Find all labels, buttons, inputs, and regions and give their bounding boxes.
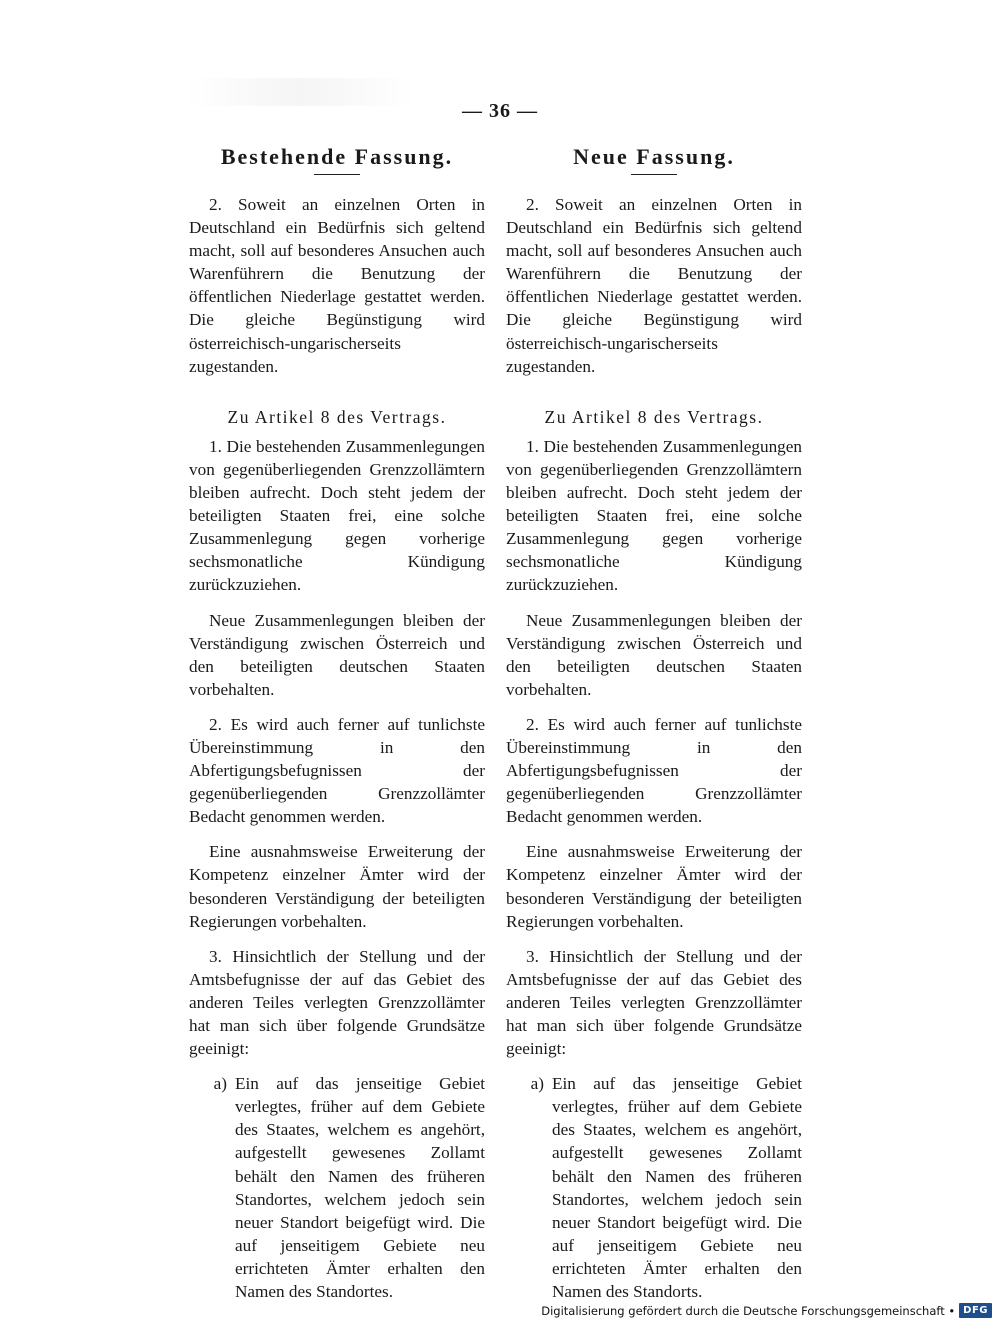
paragraph: Neue Zusammenlegungen bleiben der Verständigung zwischen Österreich und den beteiligten deutschen Staaten vorbehalten.	[189, 610, 485, 699]
paragraph: 2. Es wird auch ferner auf tunlichste Übereinstimmung in den Abfertigungsbefugnissen der gegenüberliegenden Grenzzollämter Bedacht genommen werden.	[189, 714, 485, 827]
list-item	[189, 1072, 485, 1303]
paragraph: 2. Es wird auch ferner auf tunlichste Übereinstimmung in den Abfertigungsbefugnissen der gegenüberliegenden Grenzzollämter Bedacht genommen werden.	[506, 714, 802, 827]
list-item-text: Ein auf das jenseitige Gebiet verlegtes, früher auf dem Gebiete des Staates, welchem es angehört, aufgestellt gewesenes Zollamt behält den Namen des früheren Standortes, welchem jedoch sein neuer Standort beigefügt wird. Die auf jenseitigem Gebiete neu errichteten Ämter erhalten den Namen des Standortes.	[235, 1074, 485, 1302]
paragraph: 2. Soweit an einzelnen Orten in Deutschland ein Bedürfnis sich geltend macht, soll auf besonderes Ansuchen auch Warenführern die Benutzung der öffentlichen Niederlage gestattet werden. Die gleiche Begünstigung wird österreichisch-ungarischerseits zugestanden.	[189, 195, 485, 376]
footer-text: Digitalisierung gefördert durch die Deutsche Forschungsgemeinschaft •	[541, 1303, 956, 1318]
article-heading: Zu Artikel 8 des Vertrags.	[227, 406, 447, 427]
paragraph: 1. Die bestehenden Zusammenlegungen von gegenüberliegenden Grenzzollämtern bleiben aufrecht. Doch steht jedem der beteiligten Staaten frei, eine solche Zusammenlegung gegen vorherige sechsmonatliche Kündigung zurückzuziehen.	[189, 436, 485, 595]
paragraph: Eine ausnahmsweise Erweiterung der Kompetenz einzelner Ämter wird der besonderen Verständigung der beteiligten Regierungen vorbehalten.	[189, 842, 485, 931]
paragraph: 1. Die bestehenden Zusammenlegungen von gegenüberliegenden Grenzzollämtern bleiben aufrecht. Doch steht jedem der beteiligten Staaten frei, eine solche Zusammenlegung gegen vorherige sechsmonatliche Kündigung zurückzuziehen.	[506, 436, 802, 595]
footer-attribution	[541, 1303, 992, 1318]
column-heading: Neue Fassung.	[573, 144, 735, 169]
column-new-version	[506, 142, 802, 1303]
article-heading: Zu Artikel 8 des Vertrags.	[544, 406, 764, 427]
list-marker: a)	[530, 1074, 544, 1094]
column-heading: Bestehende Fassung.	[220, 144, 454, 169]
list-item-text: Ein auf das jenseitige Gebiet verlegtes, früher auf dem Gebiete des Staates, welchem es angehört, aufgestellt gewesenes Zollamt behält den Namen des früheren Standortes, welchem jedoch sein neuer Standort beigefügt wird. Die auf jenseitigem Gebiete neu errichteten Ämter erhalten den Namen des Standorts.	[552, 1074, 802, 1302]
paragraph: Eine ausnahmsweise Erweiterung der Kompetenz einzelner Ämter wird der besonderen Verständigung der beteiligten Regierungen vorbehalten.	[506, 842, 802, 931]
paragraph: 2. Soweit an einzelnen Orten in Deutschland ein Bedürfnis sich geltend macht, soll auf besonderes Ansuchen auch Warenführern die Benutzung der öffentlichen Niederlage gestattet werden. Die gleiche Begünstigung wird österreichisch-ungarischerseits zugestanden.	[506, 195, 802, 376]
paragraph: 3. Hinsichtlich der Stellung und der Amtsbefugnisse der auf das Gebiet des anderen Teiles verlegten Grenzzollämter hat man sich über folgende Grundsätze geeinigt:	[506, 946, 802, 1059]
dfg-logo: DFG	[959, 1303, 992, 1318]
list-marker: a)	[213, 1074, 227, 1094]
heading-rule	[314, 174, 360, 175]
heading-rule	[631, 174, 677, 175]
column-existing-version	[189, 142, 485, 1303]
list-item	[506, 1072, 802, 1303]
paragraph: Neue Zusammenlegungen bleiben der Verständigung zwischen Österreich und den beteiligten deutschen Staaten vorbehalten.	[506, 610, 802, 699]
page-number: — 36 —	[462, 100, 538, 122]
paragraph: 3. Hinsichtlich der Stellung und der Amtsbefugnisse der auf das Gebiet des anderen Teiles verlegten Grenzzollämter hat man sich über folgende Grundsätze geeinigt:	[189, 946, 485, 1059]
